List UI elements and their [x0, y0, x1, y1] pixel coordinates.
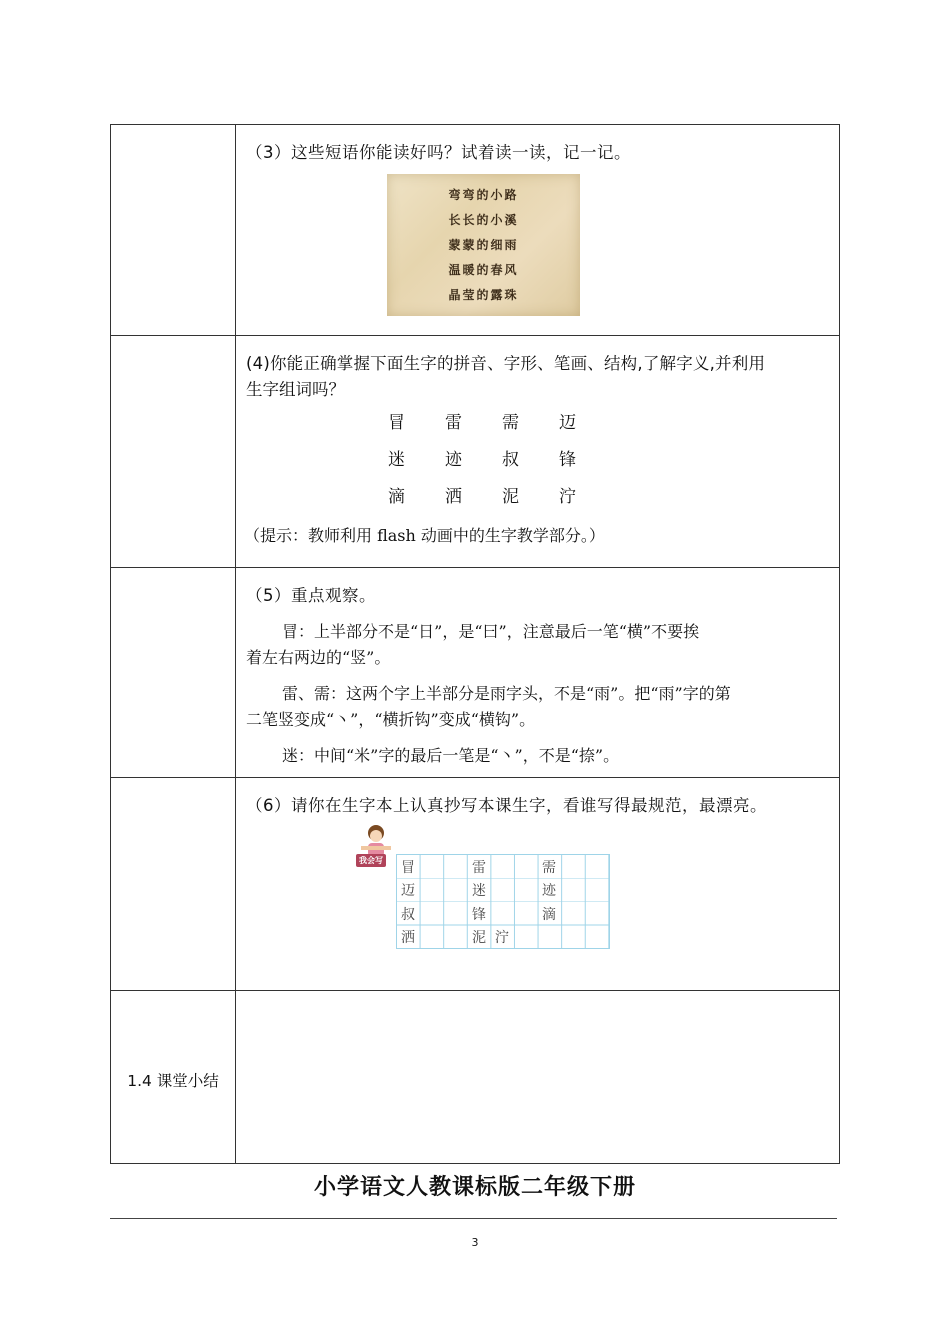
- character: 迹: [445, 450, 462, 470]
- section-heading: （6）请你在生字本上认真抄写本课生字，看谁写得最规范，最漂亮。: [246, 796, 767, 815]
- lesson-table: [110, 124, 840, 1164]
- grid-character: 泞: [495, 930, 509, 946]
- paragraph-line: 二笔竖变成“丶”，“横折钩”变成“横钩”。: [246, 710, 536, 729]
- left-cell: [111, 778, 236, 991]
- character: 叔: [502, 450, 519, 470]
- page-number: 3: [471, 1236, 479, 1249]
- grid-character: 叔: [401, 907, 415, 923]
- right-cell: [236, 778, 840, 991]
- character: 迈: [559, 413, 576, 433]
- summary-label: 1.4 课堂小结: [127, 1072, 219, 1090]
- phrase-item: 晶莹的露珠: [448, 288, 519, 302]
- phrase-item: 长长的小溪: [448, 213, 519, 227]
- character: 雷: [445, 413, 462, 433]
- right-cell: [236, 568, 840, 778]
- section-heading: （5）重点观察。: [246, 586, 376, 605]
- table-row: [111, 336, 840, 568]
- footer-title: 小学语文人教课标版二年级下册: [313, 1175, 636, 1200]
- character: 迷: [388, 450, 405, 470]
- grid-character: 泥: [472, 930, 486, 946]
- grid-character: 迷: [472, 883, 486, 899]
- table-row: [111, 778, 840, 991]
- paragraph-line: 雷、需：这两个字上半部分是雨字头，不是“雨”。把“雨”字的第: [282, 684, 731, 703]
- grid-character: 迈: [401, 883, 415, 899]
- hint-text: （提示：教师利用 flash 动画中的生字教学部分。）: [244, 526, 605, 545]
- table-row: [111, 991, 840, 1164]
- section-heading: (4)你能正确掌握下面生字的拼音、字形、笔画、结构,了解字义,并利用: [246, 354, 766, 373]
- paragraph-line: 着左右两边的“竖”。: [246, 648, 391, 667]
- right-cell: [236, 991, 840, 1164]
- grid-character: 冒: [401, 860, 415, 876]
- section-heading-cont: 生字组词吗？: [246, 380, 345, 399]
- left-cell: [111, 568, 236, 778]
- character: 冒: [388, 413, 405, 433]
- table-row: [111, 125, 840, 336]
- grid-character: 需: [542, 860, 556, 876]
- write-label: 我会写: [356, 854, 386, 867]
- character: 滴: [388, 487, 405, 507]
- right-cell: [236, 125, 840, 336]
- character: 泥: [502, 487, 519, 507]
- grid-character: 洒: [401, 930, 415, 946]
- phrase-card: [387, 174, 580, 316]
- paragraph-line: 迷：中间“米”字的最后一笔是“丶”，不是“捺”。: [282, 746, 620, 765]
- character: 洒: [445, 487, 462, 507]
- grid-character: 滴: [542, 907, 556, 923]
- grid-character: 锋: [472, 907, 486, 923]
- writing-grid: [396, 854, 610, 949]
- phrase-item: 弯弯的小路: [448, 188, 519, 202]
- footer-divider: [110, 1218, 837, 1219]
- left-cell: [111, 336, 236, 568]
- character: 泞: [559, 487, 576, 507]
- paragraph-line: 冒：上半部分不是“日”，是“曰”，注意最后一笔“横”不要挨: [282, 622, 700, 641]
- section-heading: （3）这些短语你能读好吗？试着读一读，记一记。: [246, 143, 631, 162]
- table-row: [111, 568, 840, 778]
- grid-character: 迹: [542, 883, 556, 899]
- character: 锋: [559, 450, 576, 470]
- writing-practice: [356, 824, 616, 954]
- right-cell: [236, 336, 840, 568]
- character: 需: [502, 413, 519, 433]
- left-cell: [111, 991, 236, 1164]
- phrase-item: 蒙蒙的细雨: [448, 238, 519, 252]
- phrase-item: 温暖的春风: [448, 263, 519, 277]
- left-cell: [111, 125, 236, 336]
- grid-character: 雷: [472, 860, 486, 876]
